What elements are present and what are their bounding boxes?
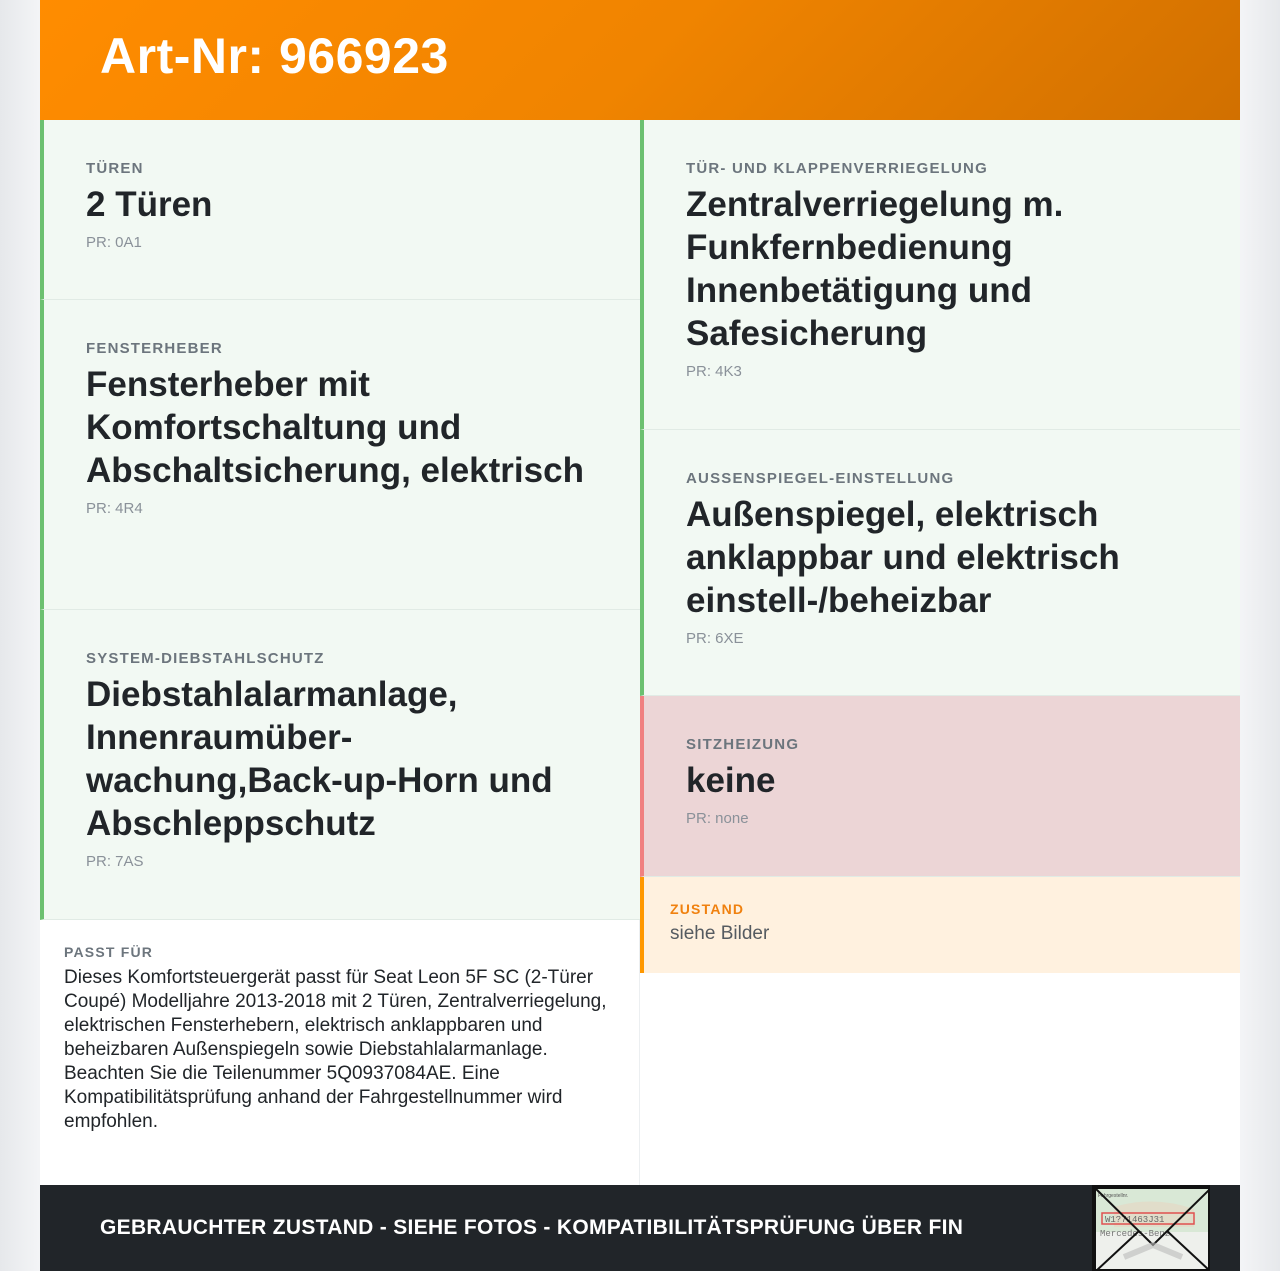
svg-text:Mercedes-Benz: Mercedes-Benz xyxy=(1100,1229,1171,1239)
feature-label: SYSTEM-DIEBSTAHLSCHUTZ xyxy=(86,650,325,667)
footer-message: GEBRAUCHTER ZUSTAND - SIEHE FOTOS - KOMPATIBILITÄTSPRÜFUNG ÜBER FIN xyxy=(100,1216,964,1239)
feature-card-tueren xyxy=(40,120,640,300)
feature-column-right xyxy=(640,120,1240,973)
pr-code: PR: 6XE xyxy=(686,630,744,647)
feature-label: TÜR- UND KLAPPENVERRIEGELUNG xyxy=(686,160,988,177)
envelope-icon xyxy=(1094,1187,1210,1271)
pr-code: PR: 4R4 xyxy=(86,500,143,517)
feature-value: Außenspiegel, elektrisch anklappbar und elektrisch einstell-/beheizbar xyxy=(686,495,1120,620)
condition-label: ZUSTAND xyxy=(670,901,745,917)
pr-code: PR: none xyxy=(686,810,749,827)
header-banner xyxy=(40,0,1240,120)
compatibility-text: Dieses Komfortsteuergerät passt für Seat Leon 5F SC (2-Türer Coupé) Modelljahre 2013-2018 mit 2 Türen, Zentralverriegelung, elektrischen Fensterhebern, elektrisch anklappbaren und beheizbaren Außenspiegeln sowie Diebstahlalarmanlage. Beachten Sie die Teilenummer 5Q0937084AE. Eine Kompatibilitätsprüfung anhand der Fahrgestellnummer wird empfohlen. xyxy=(64,967,607,1132)
feature-value: keine xyxy=(686,761,776,800)
footer-bar xyxy=(40,1185,1240,1271)
article-number-title: Art-Nr: 966923 xyxy=(100,28,449,84)
svg-text:Fahrgestellnr.: Fahrgestellnr. xyxy=(1098,1193,1129,1199)
feature-grid xyxy=(40,120,1240,1185)
feature-label: TÜREN xyxy=(86,160,144,177)
vin-envelope-icon xyxy=(1092,1185,1210,1271)
feature-card-fensterheber xyxy=(40,300,640,610)
pr-code: PR: 7AS xyxy=(86,853,144,870)
pr-code: PR: 0A1 xyxy=(86,234,142,251)
feature-card-aussenspiegel xyxy=(640,430,1240,696)
feature-value: Fensterheber mit Komfortschaltung und Abschaltsicherung, elektrisch xyxy=(86,365,584,490)
condition-box xyxy=(640,877,1240,973)
feature-value: Diebstahlalarmanlage, Innenraumüber-wachung,Back-up-Horn und Abschleppschutz xyxy=(86,675,553,843)
svg-text:W1?71463J31: W1?71463J31 xyxy=(1105,1215,1165,1225)
feature-label: AUSSENSPIEGEL-EINSTELLUNG xyxy=(686,470,955,487)
feature-card-sitzheizung xyxy=(640,696,1240,877)
compatibility-label: PASST FÜR xyxy=(64,944,154,960)
feature-value: 2 Türen xyxy=(86,185,213,224)
feature-card-diebstahlschutz xyxy=(40,610,640,920)
feature-label: SITZHEIZUNG xyxy=(686,736,800,753)
compatibility-section xyxy=(40,920,640,1185)
feature-value: Zentralverriegelung m. Funkfernbedienung Innenbetätigung und Safesicherung xyxy=(686,185,1064,353)
feature-card-verriegelung xyxy=(640,120,1240,430)
feature-label: FENSTERHEBER xyxy=(86,340,223,357)
feature-column-left xyxy=(40,120,640,920)
product-sheet xyxy=(40,0,1240,1271)
condition-value: siehe Bilder xyxy=(670,923,770,944)
pr-code: PR: 4K3 xyxy=(686,363,742,380)
